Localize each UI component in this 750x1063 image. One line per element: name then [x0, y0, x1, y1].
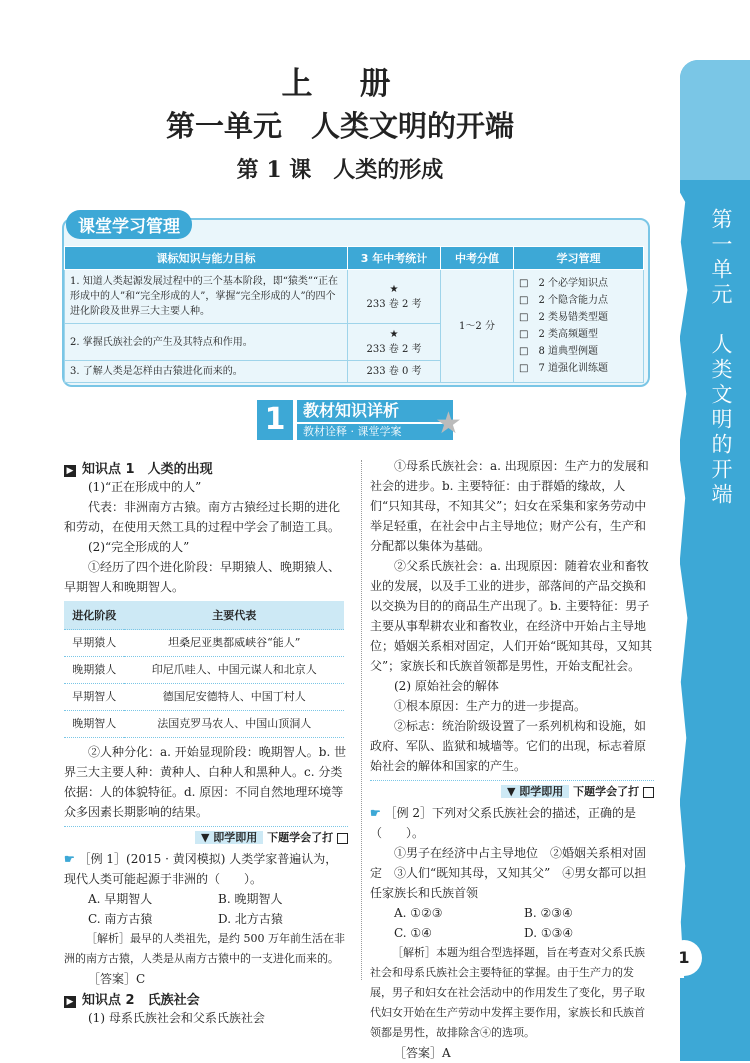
play-icon: ▶: [64, 465, 76, 477]
p4: ①经历了四个进化阶段：早期猿人、晚期猿人、早期智人和晚期智人。: [64, 560, 341, 594]
checkbox[interactable]: [643, 787, 654, 798]
lesson-title: 第 1 课 人类的形成: [236, 157, 444, 183]
goal-3: 3. 了解人类是怎样由古猿进化而来的。: [65, 361, 348, 383]
col-goal: 课标知识与能力目标: [65, 247, 348, 270]
r2: ②父系氏族社会：a. 出现原因：随着农业和畜牧业的发展，以及手工业的进步，部落间的产品交换和以交换为目的的商品生产出现了。b. 主要特征：男子主要从事犁耕农业和畜牧业，在经济中开始占主导地位；婚姻关系相对固定，人们开始“既知其母，又知其父”；家族长和氏族首领都是男性，开始支配社会。: [370, 559, 653, 673]
ex1-answer: ［答案］C: [88, 972, 146, 986]
management-label: 课堂学习管理: [66, 210, 192, 239]
ex2-items: ①男子在经济中占主导地位 ②婚姻关系相对固定 ③人们“既知其母，又知其父” ④男女都可以担任家族长和氏族首领: [370, 846, 647, 900]
p3: (2)“完全形成的人”: [88, 540, 190, 554]
example-2: ☛ ［例 2］下列对父系氏族社会的描述，正确的是（ ）。: [370, 806, 637, 840]
goal-2: 2. 掌握氏族社会的产生及其特点和作用。: [65, 324, 348, 361]
ex1-analysis: ［解析］最早的人类祖先，是约 500 万年前生活在非洲的南方古猿，人类是从南方古猿中的一支进化而来的。: [64, 932, 345, 965]
left-column: [64, 458, 348, 1028]
p1: (1)“正在形成中的人”: [88, 480, 202, 494]
pointer-icon: ☛: [370, 806, 381, 820]
example-1: ☛ ［例 1］(2015 · 黄冈模拟) 人类学家普遍认为，现代人类可能起源于非洲的（ ）。: [64, 852, 338, 886]
kp1-heading: ▶ 知识点 1 人类的出现: [64, 458, 348, 477]
r4: ①根本原因：生产力的进一步提高。: [394, 699, 587, 713]
apply-bar-2: ▼ 即学即用 下题学会了打: [370, 780, 654, 799]
star-icon: ★: [435, 406, 462, 441]
volume-title: 上 册: [281, 66, 399, 102]
section-number: 1: [257, 400, 293, 440]
right-column: [370, 456, 654, 1063]
section-subtitle: 教材诠释 · 课堂学案: [297, 424, 453, 440]
p2: 代表：非洲南方古猿。南方古猿经过长期的进化和劳动，在使用天然工具的过程中学会了制造工具。: [64, 500, 341, 534]
page-number: 1: [666, 940, 702, 976]
pointer-icon: ☛: [64, 852, 75, 866]
p5: ②人种分化：a. 开始显现阶段：晚期智人。b. 世界三大主要人种：黄种人、白种人和黑种人。c. 分类依据：人的体貌特征。d. 原因：不同自然地理环境等众多因素长期影响的结果。: [64, 745, 347, 819]
goal-1: 1. 知道人类起源发展过程中的三个基本阶段，即“猿类”“正在形成中的人”和“完全形成的人”，掌握“完全形成的人”的四个进化阶段及世界三大主要人种。: [65, 270, 348, 324]
side-tab-text: 第一单元 人类文明的开端: [709, 208, 733, 508]
stat-2: ★ 233 卷 2 考: [348, 324, 441, 361]
r3: (2) 原始社会的解体: [394, 679, 499, 693]
stage-table: 进化阶段 主要代表 早期猿人 坦桑尼亚奥都威峡谷“能人” 晚期猿人 印尼爪哇人、中国元谋人和北京人 早期智人 德国尼安德特人、中国丁村人 晚期智人 法国克罗马农人、中国山顶洞人: [64, 601, 344, 738]
stat-1: ★ 233 卷 2 考: [348, 270, 441, 324]
side-tab-head: [680, 60, 750, 180]
apply-bar-1: ▼ 即学即用 下题学会了打: [64, 826, 348, 845]
unit-title: 第一单元 人类文明的开端: [165, 109, 514, 143]
section-banner: [257, 396, 462, 446]
checklist: □ 2 个必学知识点 □ 2 个隐含能力点 □ 2 类易错类型题 □ 2 类高频题型 □ 8 道典型例题 □ 7 道强化训练题: [514, 270, 644, 383]
p6: (1) 母系氏族社会和父系氏族社会: [88, 1011, 265, 1025]
score-cell: 1～2 分: [441, 270, 514, 383]
ex1-options: A. 早期智人 B. 晚期智人 C. 南方古猿 D. 北方古猿: [88, 892, 283, 926]
management-table: [64, 246, 644, 383]
checkbox[interactable]: [337, 833, 348, 844]
ex2-analysis: ［解析］本题为组合型选择题，旨在考查对父系氏族社会和母系氏族社会主要特征的掌握。由于生产力的发展，男子和妇女在社会活动中的作用发生了变化，男子取代妇女开始在生产劳动中发挥主要作用，家族长和氏族首领都是男性，故排除含④的选项。: [370, 946, 645, 1039]
col-manage: 学习管理: [514, 247, 644, 270]
kp2-heading: ▶ 知识点 2 氏族社会: [64, 989, 348, 1008]
r1: ①母系氏族社会：a. 出现原因：生产力的发展和社会的进步。b. 主要特征：由于群婚的缘故，人们“只知其母，不知其父”；妇女在采集和家务劳动中举足轻重，在社会中占主导地位；财产公有，生产和分配都以集体为基础。: [370, 459, 649, 553]
r5: ②标志：统治阶级设置了一系列机构和设施，如政府、军队、监狱和城墙等。它们的出现，标志着原始社会的解体和国家的产生。: [370, 719, 647, 773]
ex2-options: A. ①②③ B. ②③④ C. ①④ D. ①③④: [394, 906, 574, 940]
ex2-answer: ［答案］A: [394, 1046, 451, 1060]
col-score: 中考分值: [441, 247, 514, 270]
play-icon: ▶: [64, 996, 76, 1008]
col-stat: 3 年中考统计: [348, 247, 441, 270]
stat-3: 233 卷 0 考: [348, 361, 441, 383]
column-divider: [361, 460, 362, 980]
section-title: 教材知识详析: [297, 400, 453, 422]
